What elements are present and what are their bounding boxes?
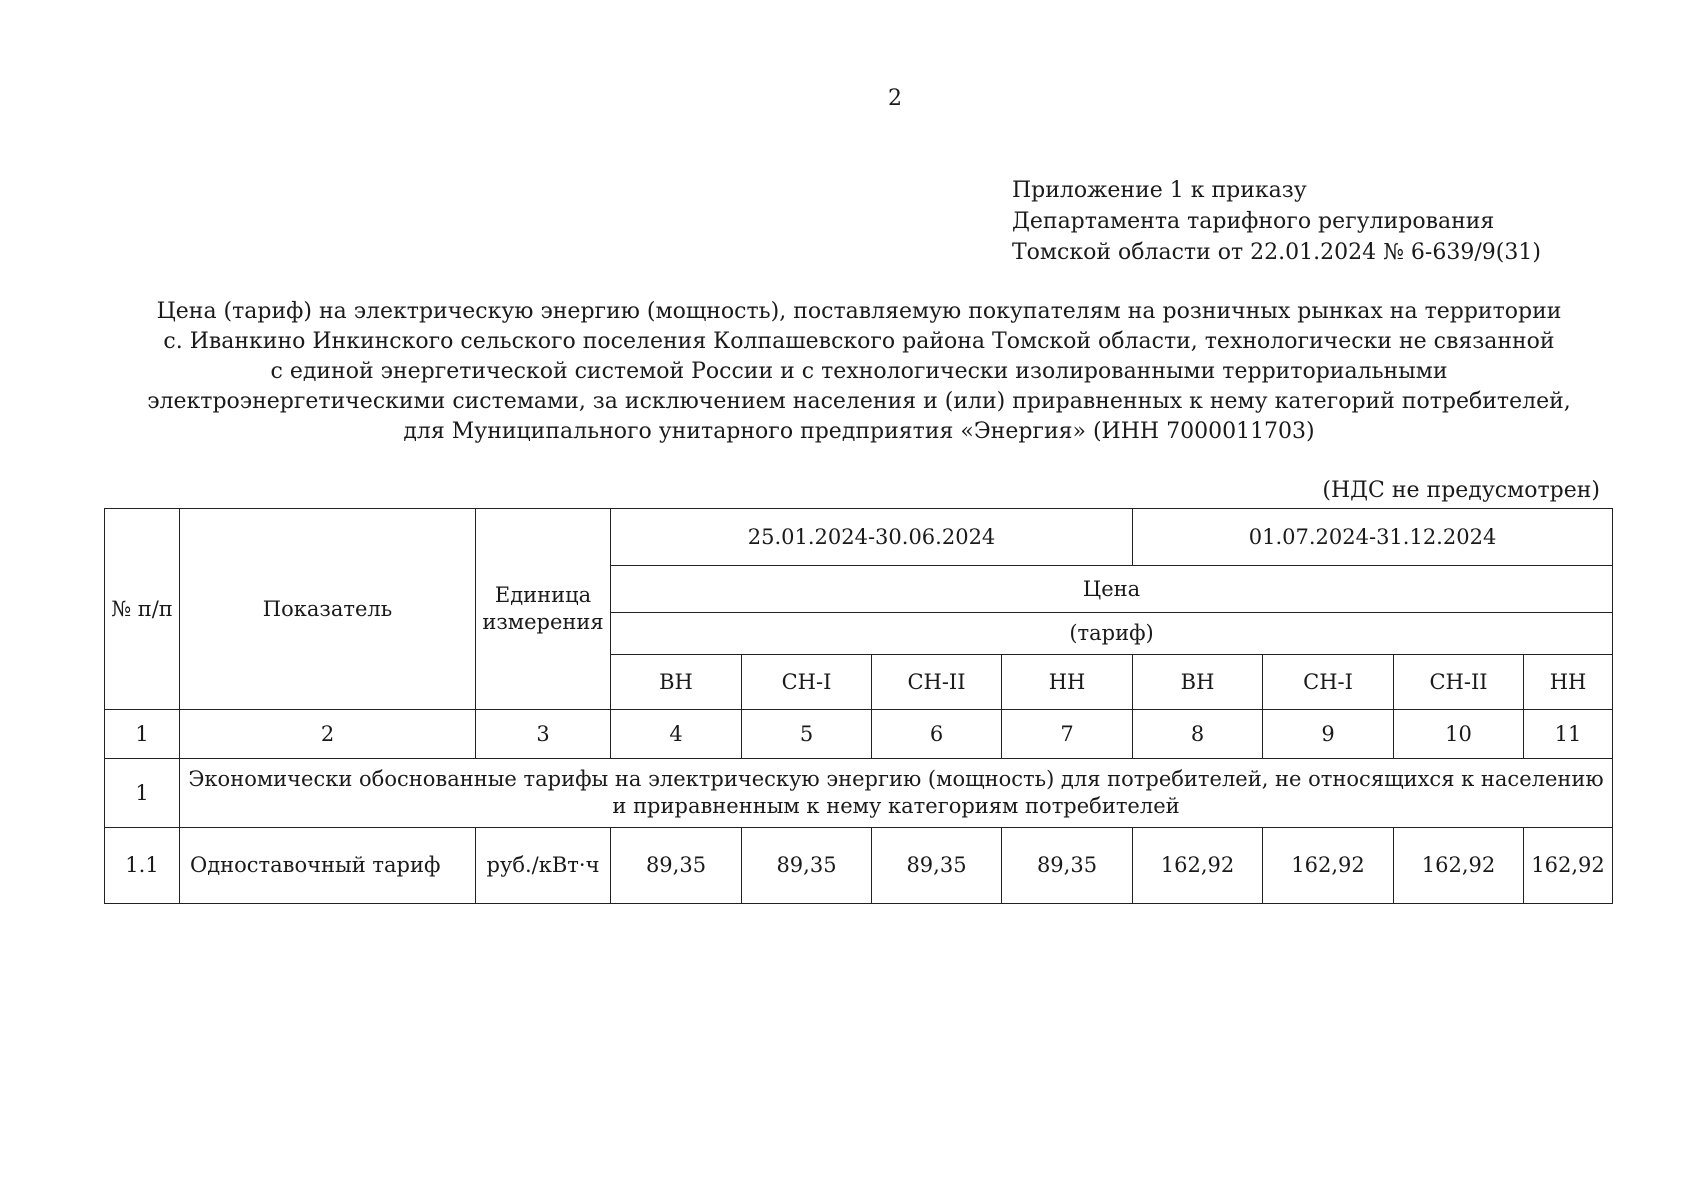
- voltage-level: СН-I: [742, 655, 872, 710]
- voltage-level: СН-II: [872, 655, 1002, 710]
- header-tariff: (тариф): [611, 613, 1613, 655]
- page-number: 2: [888, 86, 902, 111]
- title-line-4: электроэнергетическими системами, за исключением населения и (или) приравненных к нему категорий потребителей,: [147, 389, 1571, 414]
- header-num: № п/п: [105, 509, 180, 710]
- header-row-periods: [105, 509, 1613, 566]
- price-value: 89,35: [742, 828, 872, 904]
- voltage-level: СН-II: [1394, 655, 1524, 710]
- column-number-row: [105, 710, 1613, 759]
- price-value: 89,35: [872, 828, 1002, 904]
- voltage-level: ВН: [611, 655, 742, 710]
- appendix-line-2: Департамента тарифного регулирования: [1012, 209, 1495, 234]
- appendix-line-3: Томской области от 22.01.2024 № 6-639/9(31): [1012, 240, 1541, 265]
- row-num: 1.1: [105, 828, 180, 904]
- title-line-2: с. Иванкино Инкинского сельского поселения Колпашевского района Томской области, технологически не связанной: [163, 329, 1555, 354]
- voltage-level: ВН: [1133, 655, 1263, 710]
- voltage-level: СН-I: [1263, 655, 1394, 710]
- voltage-level: НН: [1002, 655, 1133, 710]
- section-row: [105, 759, 1613, 828]
- column-number: 7: [1002, 710, 1133, 759]
- row-indicator: Одноставочный тариф: [180, 828, 476, 904]
- document-title: [0, 297, 1698, 447]
- price-value: 89,35: [611, 828, 742, 904]
- column-number: 11: [1524, 710, 1613, 759]
- column-number: 1: [105, 710, 180, 759]
- vat-note: (НДС не предусмотрен): [1322, 478, 1600, 503]
- section-num: 1: [105, 759, 180, 828]
- tariff-table: [104, 508, 1613, 904]
- header-period-2: 01.07.2024-31.12.2024: [1133, 509, 1613, 566]
- column-number: 8: [1133, 710, 1263, 759]
- price-value: 162,92: [1133, 828, 1263, 904]
- column-number: 3: [476, 710, 611, 759]
- appendix-reference: [1012, 175, 1541, 268]
- table-row: [105, 828, 1613, 904]
- price-value: 162,92: [1524, 828, 1613, 904]
- header-period-1: 25.01.2024-30.06.2024: [611, 509, 1133, 566]
- appendix-line-1: Приложение 1 к приказу: [1012, 178, 1307, 203]
- column-number: 6: [872, 710, 1002, 759]
- header-price: Цена: [611, 566, 1613, 613]
- column-number: 5: [742, 710, 872, 759]
- title-line-5: для Муниципального унитарного предприятия «Энергия» (ИНН 7000011703): [403, 419, 1315, 444]
- price-value: 89,35: [1002, 828, 1133, 904]
- title-line-3: с единой энергетической системой России и с технологически изолированными территориальными: [270, 359, 1448, 384]
- row-unit: руб./кВт·ч: [476, 828, 611, 904]
- voltage-level: НН: [1524, 655, 1613, 710]
- column-number: 10: [1394, 710, 1524, 759]
- title-line-1: Цена (тариф) на электрическую энергию (мощность), поставляемую покупателям на розничных рынках на территории: [156, 299, 1562, 324]
- column-number: 9: [1263, 710, 1394, 759]
- column-number: 4: [611, 710, 742, 759]
- price-value: 162,92: [1394, 828, 1524, 904]
- price-value: 162,92: [1263, 828, 1394, 904]
- header-indicator: Показатель: [180, 509, 476, 710]
- column-number: 2: [180, 710, 476, 759]
- section-text: Экономически обоснованные тарифы на электрическую энергию (мощность) для потребителей, не относящихся к населению и приравненным к нему категориям потребителей: [180, 759, 1613, 828]
- header-unit: Единица измерения: [476, 509, 611, 710]
